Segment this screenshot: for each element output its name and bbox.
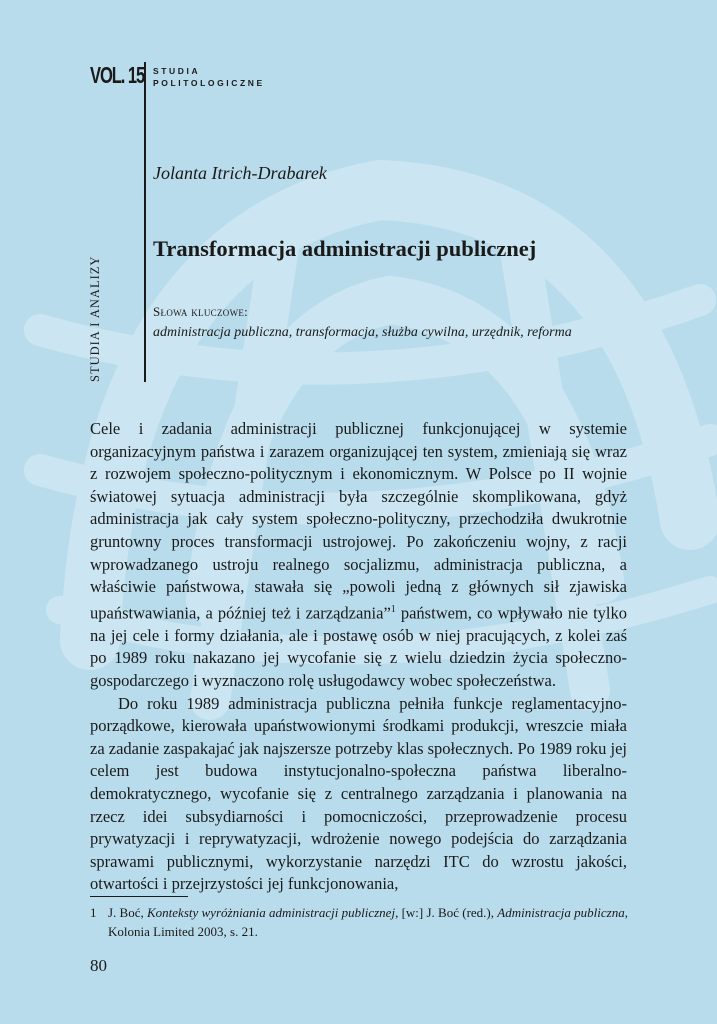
footnote-part-5: , Kolonia Limited 2003, s. 21. [108,905,628,939]
section-label: STUDIA I ANALIZY [88,255,102,382]
footnote [90,903,630,941]
page-number: 80 [90,956,107,975]
footnote-part-2: Konteksty wyróżniania administracji publicznej [147,905,396,920]
journal-title-line1: STUDIA [153,66,201,76]
paragraph-1-text-b: państwem, co wpływało nie tylko na jej cele i formy działania, ale i postawę osób w niej pracujących, z kolei zaś po 1989 roku nakazano jej wycofanie się z wielu dziedzin życia społeczno-gospodarczego i wyznaczono rolę usługodawcy wobec społeczeństwa. [90,603,627,691]
keywords-label: Słowa kluczowe: [153,304,249,319]
header-vertical-rule [144,62,146,382]
footnote-text [108,903,630,941]
article-author: Jolanta Itrich-Drabarek [153,163,327,183]
article-title: Transformacja administracji publicznej [153,236,537,261]
paragraph-2: Do roku 1989 administracja publiczna pełniła funkcje reglamentacyjno-porządkowe, kierowała upaństwowionymi środkami produkcji, wreszcie miała za zadanie zaspakajać jak najszersze potrzeby klas społecznych. Po 1989 roku jej celem jest budowa instytucjonalno-społeczna państwa liberalno-demokratycznego, wycofanie się z centralnego zarządzania i planowania na rzecz idei subsydiarności i pomocniczości, przeprowadzenie procesu prywatyzacji i reprywatyzacji, wdrożenie nowego podejścia do zarządzania sprawami publicznymi, wykorzystanie narzędzi ITC do wzrostu jakości, otwartości i przejrzystości jej funkcjonowania, [90,693,627,894]
footnote-part-4: Administracja publiczna [497,905,625,920]
paragraph-1 [90,418,627,693]
footnote-part-3: , [w:] J. Boć (red.), [395,905,498,920]
keywords-list: administracja publiczna, transformacja, służba cywilna, urzędnik, reforma [153,325,572,340]
footnote-number: 1 [90,905,97,920]
volume-number: VOL. 15 [90,62,145,88]
paragraph-1-text-a: Cele i zadania administracji publicznej funkcjonującej w systemie organizacyjnym państwa i zarazem organizującej ten system, zmieniają się wraz z rozwojem społeczno-politycznym i ekonomicznym. W Polsce po II wojnie światowej sytuacja administracji była szczególnie skomplikowana, gdyż administracja jak cały system społeczno-polityczny, przechodziła dwukrotnie gruntowny proces transformacji ustrojowej. Po zakończeniu wojny, z racji wprowadzanego ustroju realnego socjalizmu, administracja publiczna, a właściwie państwowa, stawała się „powoli jedną z głównych sił zjawiska upaństwawiania, a później też i zarządzania” [90,419,627,623]
article-body [90,418,627,896]
footnote-part-1: J. Boć, [108,905,147,920]
footnote-reference[interactable]: 1 [390,603,396,615]
journal-title-line2: POLITOLOGICZNE [153,78,265,88]
journal-title [153,65,265,89]
footnote-separator [90,896,188,897]
